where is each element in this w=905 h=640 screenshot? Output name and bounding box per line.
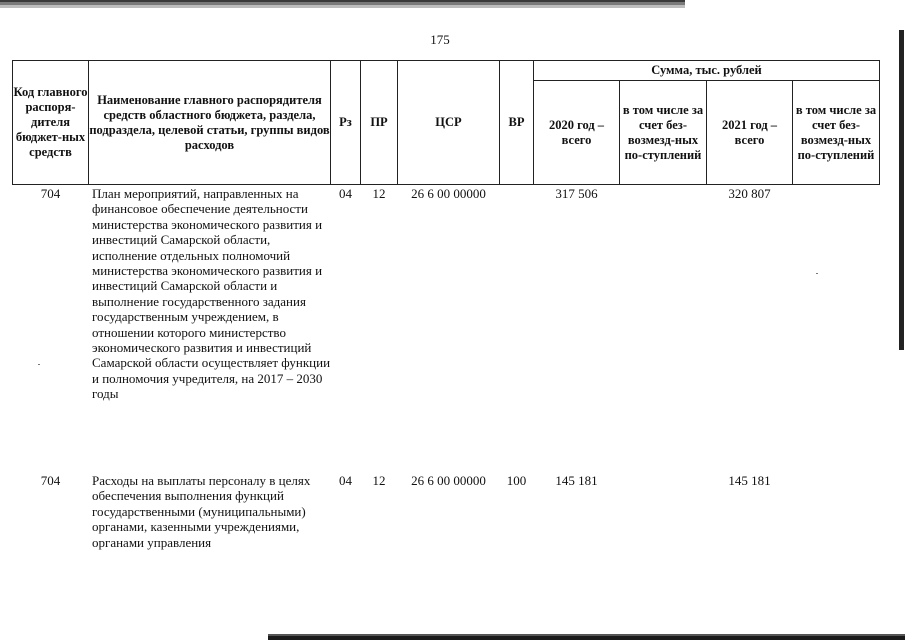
cell-2020: 145 181	[555, 473, 598, 488]
page-number: 175	[430, 32, 450, 47]
scan-speck	[816, 273, 818, 274]
header-rz: Рз	[330, 60, 361, 185]
cell-kod: 704	[40, 186, 61, 201]
cell-pr: 12	[372, 186, 386, 201]
cell-name: Расходы на выплаты персоналу в целях обеспечения выполнения функций государственными (муниципальными) органами, казенными учреждениями, органами управления	[92, 473, 311, 550]
header-name: Наименование главного распорядителя средств областного бюджета, раздела, подраздела, целевой статьи, группы видов расходов	[88, 60, 331, 185]
cell-name: План мероприятий, направленных на финансовое обеспечение деятельности министерства экономического развития и инвестиций Самарской области, исполнение отдельных полномочий министерства экономического развития и инвестиций Самарской области и выполнение государственного задания государственным учреждением, в отношении которого министерство экономического развития и инвестиций Самарской области осуществляет функции и полномочия учредителя, на 2017 – 2030 годы	[92, 186, 331, 402]
cell-vr: 100	[506, 473, 527, 488]
scan-edge-right	[899, 30, 904, 350]
cell-csr: 26 6 00 00000	[411, 186, 486, 201]
cell-pr: 12	[372, 473, 386, 488]
scan-edge-top	[0, 0, 685, 11]
header-2020: 2020 год – всего	[533, 80, 620, 185]
cell-2021: 145 181	[728, 473, 771, 488]
cell-kod: 704	[40, 473, 61, 488]
header-pr: ПР	[360, 60, 398, 185]
cell-2021: 320 807	[728, 186, 771, 201]
cell-rz: 04	[339, 186, 352, 201]
header-summa: Сумма, тыс. рублей	[533, 60, 880, 81]
header-csr: ЦСР	[397, 60, 500, 185]
scan-speck	[38, 364, 40, 365]
header-kod: Код главного распоря-дителя бюджет-ных средств	[12, 60, 89, 185]
scan-edge-bottom	[268, 630, 905, 640]
cell-2020: 317 506	[555, 186, 598, 201]
header-bezv-2020: в том числе за счет без-возмезд-ных по-ступлений	[619, 80, 707, 185]
header-2021: 2021 год – всего	[706, 80, 793, 185]
header-bezv-2021: в том числе за счет без-возмезд-ных по-ступлений	[792, 80, 880, 185]
cell-csr: 26 6 00 00000	[411, 473, 486, 488]
header-vr: ВР	[499, 60, 534, 185]
cell-rz: 04	[339, 473, 352, 488]
